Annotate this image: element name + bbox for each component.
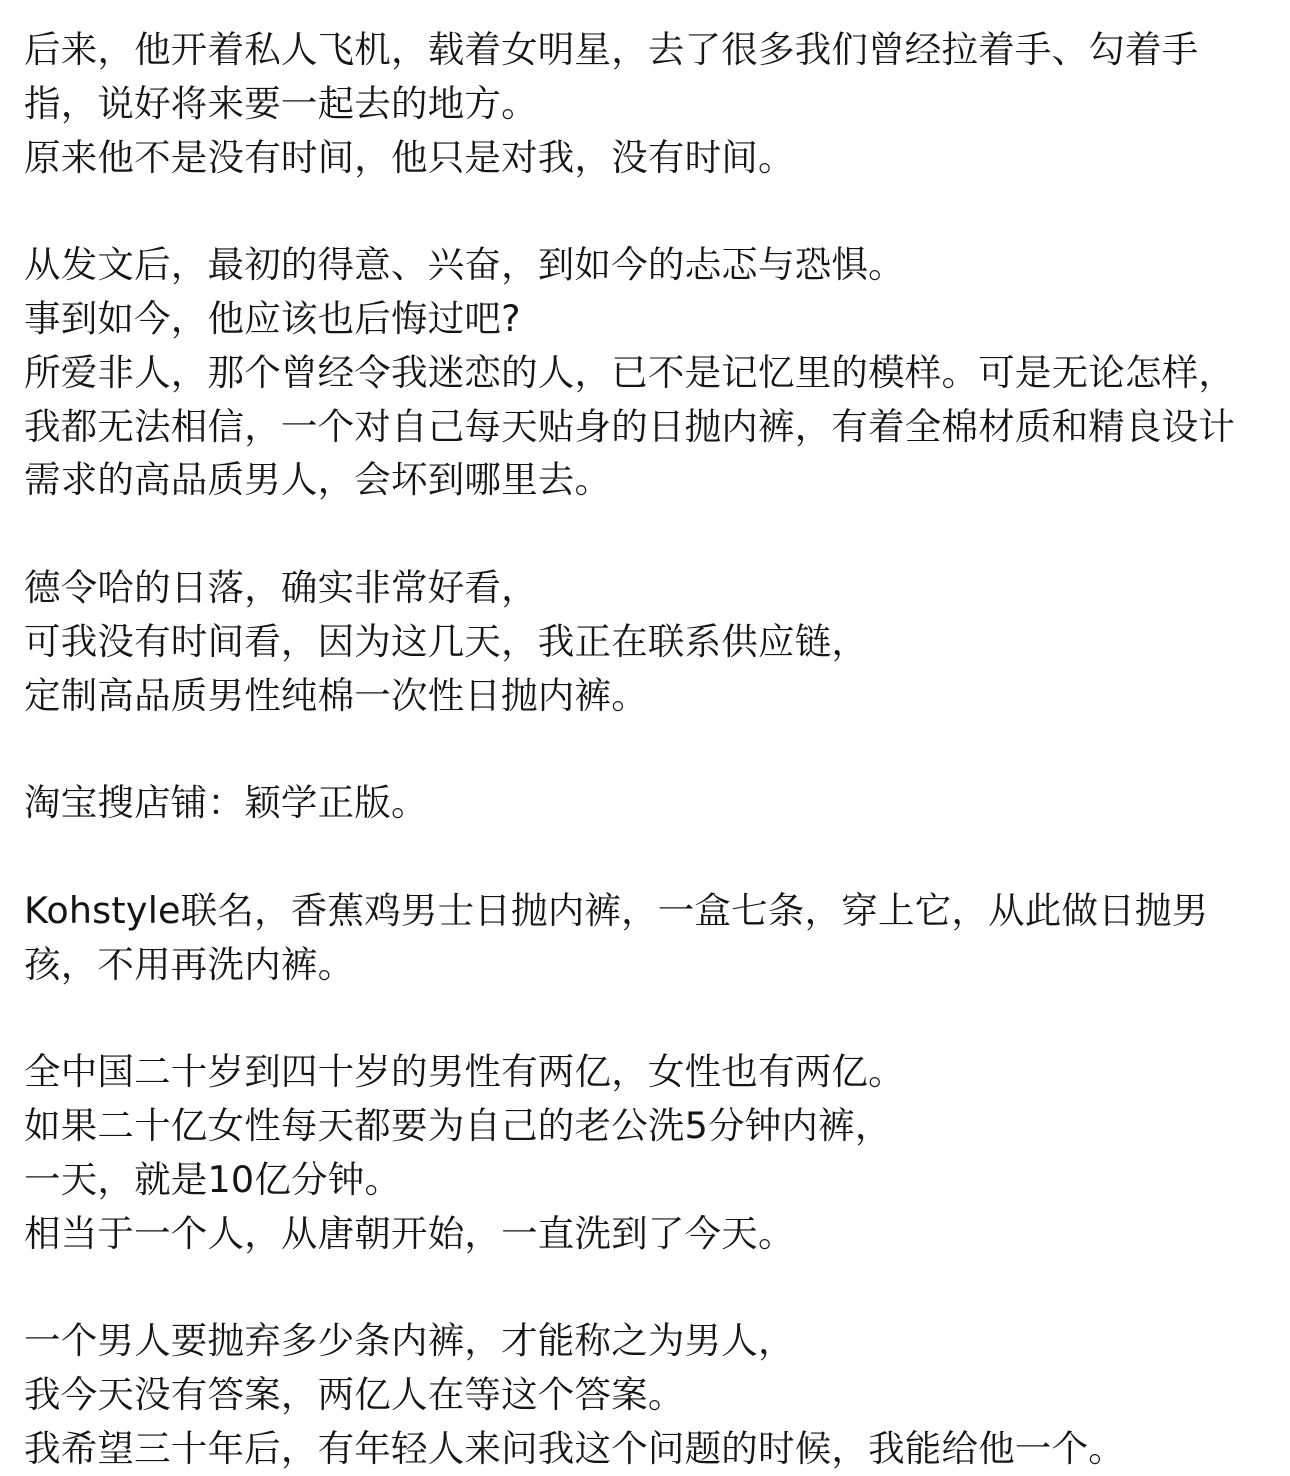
text-line: 一天，就是10亿分钟。 [24,1157,402,1201]
text-line: 孩，不用再洗内裤。 [24,942,355,986]
paragraph [24,1314,1274,1475]
text-line: 后来，他开着私人飞机，载着女明星，去了很多我们曾经拉着手、勾着手 [24,28,1199,71]
paragraph-spacer [24,722,1274,776]
paragraph [24,561,1274,722]
paragraph [24,776,1274,830]
text-line: Kohstyle联名，香蕉鸡男士日抛内裤，一盒七条，穿上它，从此做日抛男 [24,888,1209,932]
text-line: 事到如今，他应该也后悔过吧? [24,296,521,340]
text-line: 从发文后，最初的得意、兴奋，到如今的忐忑与恐惧。 [24,243,905,287]
paragraph-spacer [24,184,1274,238]
paragraph-spacer [24,991,1274,1045]
text-line: 我都无法相信，一个对自己每天贴身的日抛内裤，有着全棉材质和精良设计 [24,404,1236,448]
text-line: 原来他不是没有时间，他只是对我，没有时间。 [24,135,795,179]
paragraph [24,884,1274,992]
text-line: 一个男人要抛弃多少条内裤，才能称之为男人， [24,1319,795,1363]
text-line: 德令哈的日落，确实非常好看， [24,565,538,609]
paragraph [24,23,1274,184]
text-line: 指，说好将来要一起去的地方。 [24,81,538,125]
text-line: 所爱非人，那个曾经令我迷恋的人，已不是记忆里的模样。可是无论怎样， [24,350,1236,394]
text-line: 我今天没有答案，两亿人在等这个答案。 [24,1372,685,1416]
text-line: 我希望三十年后，有年轻人来问我这个问题的时候，我能给他一个。 [24,1426,1125,1470]
text-line: 淘宝搜店铺：颖学正版。 [24,781,428,825]
paragraph [24,238,1274,507]
paragraph-spacer [24,507,1274,561]
text-line: 定制高品质男性纯棉一次性日抛内裤。 [24,673,648,717]
text-line: 如果二十亿女性每天都要为自己的老公洗5分钟内裤， [24,1103,892,1147]
paragraph-spacer [24,1260,1274,1314]
text-line: 需求的高品质男人，会坏到哪里去。 [24,458,612,502]
paragraph [24,1045,1274,1260]
post-body [24,23,1274,1476]
text-line: 全中国二十岁到四十岁的男性有两亿，女性也有两亿。 [24,1050,905,1094]
paragraph-spacer [24,830,1274,884]
text-line: 可我没有时间看，因为这几天，我正在联系供应链， [24,619,869,663]
text-line: 相当于一个人，从唐朝开始，一直洗到了今天。 [24,1211,795,1255]
